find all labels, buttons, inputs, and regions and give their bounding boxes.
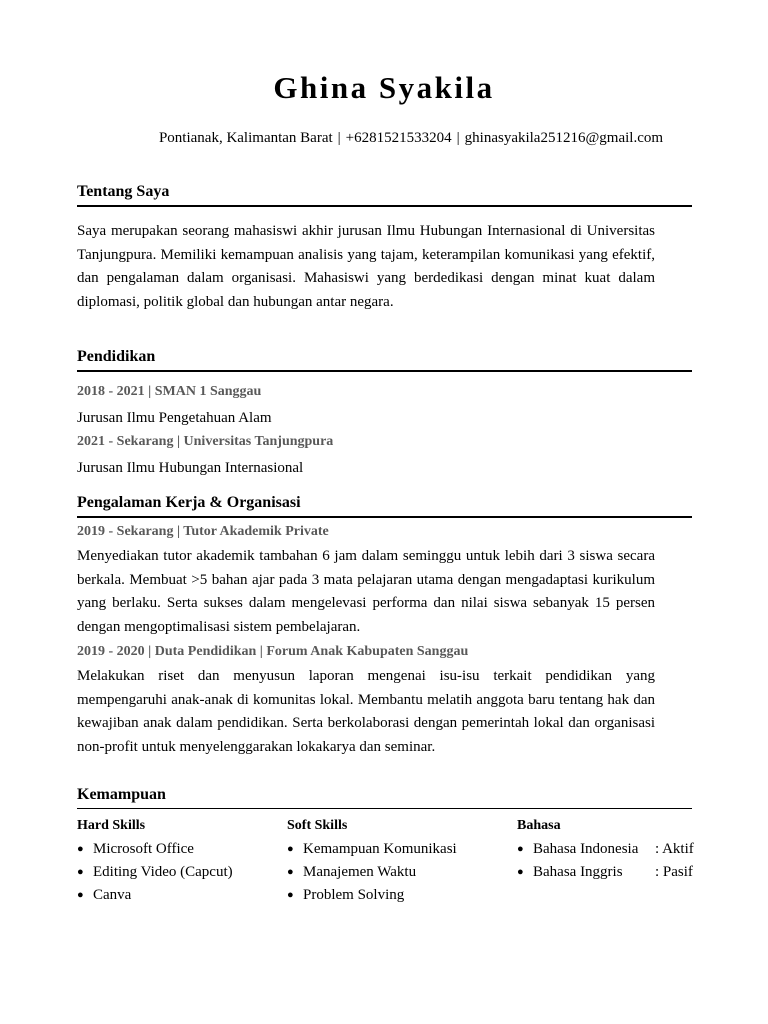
education-divider — [77, 370, 692, 372]
education-detail-sman: Jurusan Ilmu Pengetahuan Alam — [77, 410, 272, 426]
hard-skill-item — [77, 885, 131, 905]
language-level: : Aktif — [655, 841, 694, 857]
bullet-icon: ● — [77, 866, 84, 878]
about-text: Saya merupakan seorang mahasiswi akhir jurusan Ilmu Hubungan Internasional di Universitas Tanjungpura. Memiliki kemampuan analisis yang tajam, keterampilan komunikasi yang efektif, dan pengalaman dalam organisasi. Mahasiswi yang berdedikasi dengan minat kuat dalam diplomasi, politik global dan hubungan antar negara. — [77, 223, 655, 310]
language-name: Bahasa Inggris — [533, 864, 623, 880]
education-detail-untan: Jurusan Ilmu Hubungan Internasional — [77, 460, 304, 476]
contact-line — [0, 128, 768, 148]
experience-divider — [77, 516, 692, 518]
education-heading-untan: 2021 - Sekarang | Universitas Tanjungpura — [77, 434, 334, 449]
bullet-icon: ● — [517, 843, 524, 855]
bullet-icon: ● — [287, 889, 294, 901]
language-level: : Pasif — [655, 864, 693, 880]
about-divider — [77, 205, 692, 207]
education-heading-sman: 2018 - 2021 | SMAN 1 Sanggau — [77, 384, 262, 399]
skills-divider — [77, 808, 692, 809]
contact-location: Pontianak, Kalimantan Barat — [158, 130, 333, 146]
skill-label: Editing Video (Capcut) — [93, 864, 233, 880]
language-title: Bahasa — [517, 818, 561, 833]
experience-heading-duta: 2019 - 2020 | Duta Pendidikan | Forum Anak Kabupaten Sanggau — [77, 644, 469, 659]
experience-text-tutor: Menyediakan tutor akademik tambahan 6 jam dalam seminggu untuk lebih dari 3 siswa secara berkala. Membuat >5 bahan ajar pada 3 mata pelajaran utama dengan mengadaptasi kurikulum yang berlaku. Serta sukses dalam mengelevasi performa dan nilai siswa sebanyak 15 persen dengan mengoptimalisasi sistem pembelajaran. — [77, 548, 655, 635]
skill-label: Canva — [93, 887, 132, 903]
bullet-icon: ● — [77, 889, 84, 901]
experience-text-duta: Melakukan riset dan menyusun laporan mengenai isu-isu terkait pendidikan yang mempengaruhi anak-anak di komunitas lokal. Membantu melatih anggota baru tentang hak dan kewajiban anak dalam pendidikan. Serta berkolaborasi dengan pemerintah lokal dan organisasi non-profit untuk menyelenggarakan lokakarya dan seminar. — [77, 668, 655, 755]
language-name: Bahasa Indonesia — [533, 841, 639, 857]
hard-skill-item — [77, 839, 194, 859]
contact-separator: | — [337, 130, 341, 146]
skills-title: Kemampuan — [77, 786, 166, 803]
contact-separator: | — [456, 130, 460, 146]
about-title: Tentang Saya — [77, 183, 170, 200]
hard-skill-item — [77, 862, 233, 882]
soft-skill-item — [287, 839, 457, 859]
education-title: Pendidikan — [77, 348, 156, 365]
bullet-icon: ● — [287, 843, 294, 855]
contact-email: ghinasyakila251216@gmail.com — [464, 130, 664, 146]
skill-label: Microsoft Office — [93, 841, 194, 857]
language-item — [517, 862, 717, 882]
experience-heading-tutor: 2019 - Sekarang | Tutor Akademik Private — [77, 524, 329, 539]
soft-skill-item — [287, 885, 404, 905]
contact-phone: +6281521533204 — [345, 130, 452, 146]
bullet-icon: ● — [77, 843, 84, 855]
bullet-icon: ● — [287, 866, 294, 878]
soft-skill-item — [287, 862, 416, 882]
candidate-name: Ghina Syakila — [273, 70, 495, 105]
experience-title: Pengalaman Kerja & Organisasi — [77, 494, 301, 511]
skill-label: Manajemen Waktu — [303, 864, 417, 880]
hard-skills-title: Hard Skills — [77, 818, 146, 833]
language-item — [517, 839, 717, 859]
skill-label: Kemampuan Komunikasi — [303, 841, 457, 857]
skill-label: Problem Solving — [303, 887, 405, 903]
soft-skills-title: Soft Skills — [287, 818, 348, 833]
bullet-icon: ● — [517, 866, 524, 878]
